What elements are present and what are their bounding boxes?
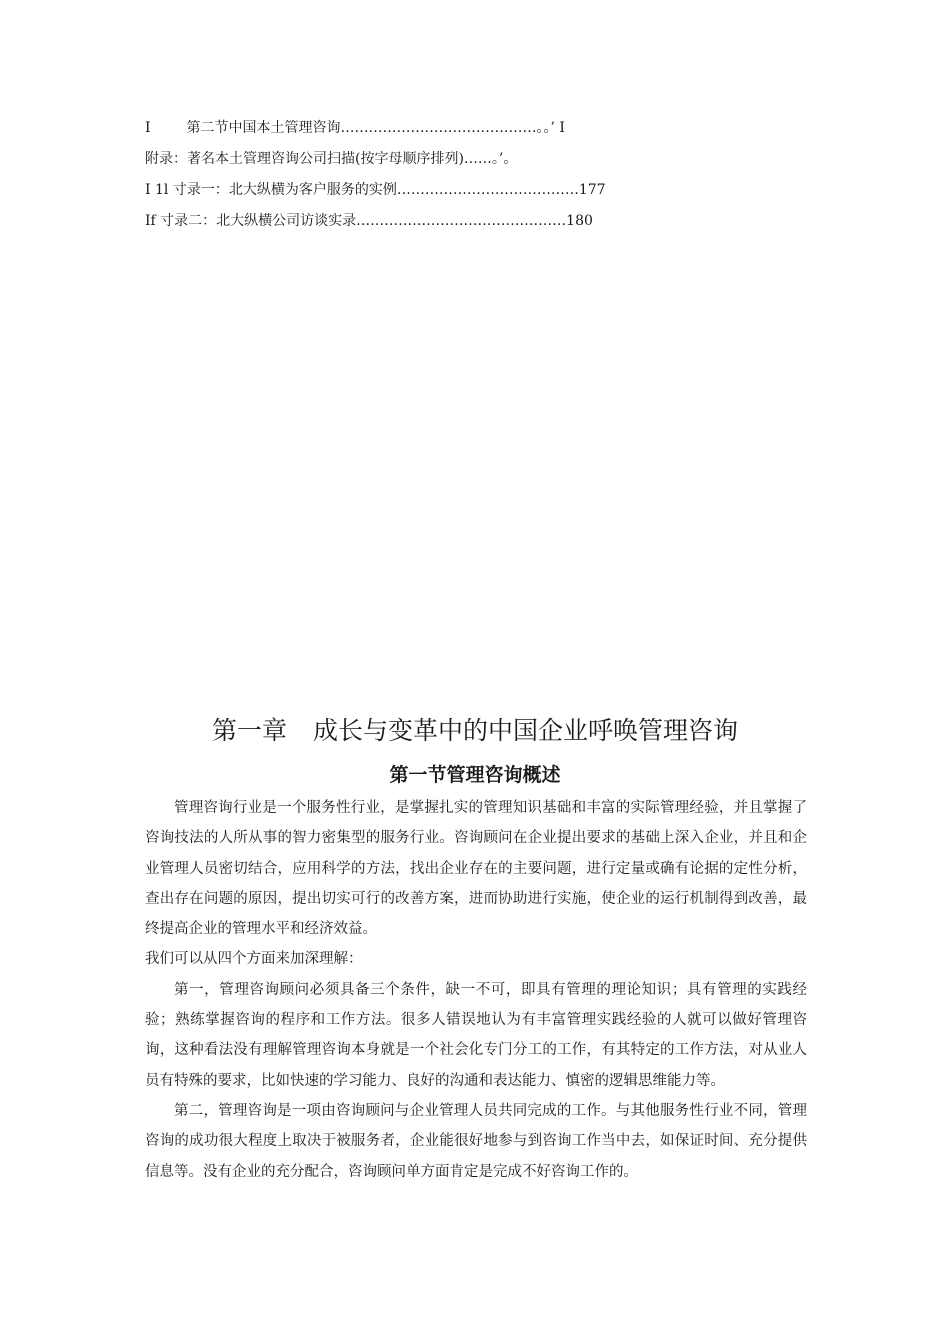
toc-line-text: I 1l 寸录一：北大纵横为客户服务的实例…………………………………177 (145, 182, 606, 198)
toc-line (145, 206, 825, 237)
body-text (145, 793, 807, 1187)
paragraph-intro: 管理咨询行业是一个服务性行业，是掌握扎实的管理知识基础和丰富的实际管理经验，并且掌握了咨询技法的人所从事的智力密集型的服务行业。咨询顾问在企业提出要求的基础上深入企业，并且和企业管理人员密切结合，应用科学的方法，找出企业存在的主要问题，进行定量或确有论据的定性分析，查出存在问题的原因，提出切实可行的改善方案，进而协助进行实施，使企业的运行机制得到改善，最终提高企业的管理水平和经济效益。 (145, 800, 807, 938)
chapter-label: 第一章 (211, 716, 287, 745)
paragraph-second-point: 第二，管理咨询是一项由咨询顾问与企业管理人员共同完成的工作。与其他服务性行业不同，管理咨询的成功很大程度上取决于被服务者，企业能很好地参与到咨询工作当中去，如保证时间、充分提供信息等。没有企业的充分配合，咨询顾问单方面肯定是完成不好咨询工作的。 (145, 1102, 807, 1180)
table-of-contents (145, 113, 825, 237)
paragraph-lead-in: 我们可以从四个方面来加深理解： (145, 951, 363, 968)
toc-line-text: If 寸录二：北大纵横公司访谈实录………………………………………180 (145, 213, 593, 229)
toc-line (145, 113, 825, 144)
paragraph-first-point: 第一，管理咨询顾问必须具备三个条件，缺一不可，即具有管理的理论知识；具有管理的实践经验；熟练掌握咨询的程序和工作方法。很多人错误地认为有丰富管理实践经验的人就可以做好管理咨询，这种看法没有理解管理咨询本身就是一个社会化专门分工的工作，有其特定的工作方法，对从业人员有特殊的要求，比如快速的学习能力、良好的沟通和表达能力、慎密的逻辑思维能力等。 (145, 981, 807, 1089)
toc-line-text: 附录：著名本土管理咨询公司扫描(按字母顺序排列)……。’。 (145, 151, 518, 167)
toc-line-text: 第二节中国本土管理咨询……………………………………。。’ I (186, 120, 565, 136)
section-title: 第一节管理咨询概述 (389, 764, 561, 786)
chapter-title (0, 711, 950, 751)
toc-line (145, 175, 825, 206)
toc-line (145, 144, 825, 175)
chapter-heading: 成长与变革中的中国企业呼唤管理咨询 (313, 716, 739, 745)
toc-line-prefix: I (145, 120, 151, 136)
